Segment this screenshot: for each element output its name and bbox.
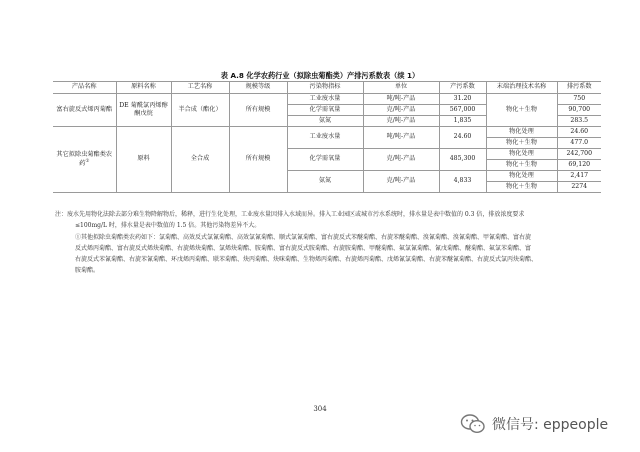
pollutant: 化学需氧量 [287, 149, 363, 171]
note-line: 右旋反式苯氰菊酯、右旋苯氰菊酯、环戊烯丙菊酯、联苯菊酯、炔丙菊酯、炔咪菊酯、生物烯丙菊酯、右旋烯丙菊酯、戊烯氰氯菊酯、右旋苯醚氰菊酯、右旋反式氯丙炔菊酯、 [75, 256, 538, 264]
generation-coefficient: 31.20 [439, 94, 486, 105]
treatment-tech: 物化处理 [486, 149, 557, 160]
note-line: 注：废水先用物化法除去部分难生物降解物后，稀释，进行生化处理，工业废水量因排入水域而异。排入工业园区或城市污水系统时，排水量是表中数值的 0.3 倍，排放浓度要求 [55, 211, 525, 218]
discharge-coefficient: 2274 [557, 182, 601, 193]
discharge-coefficient: 242,700 [557, 149, 601, 160]
header-unit: 单位 [363, 82, 439, 94]
generation-coefficient: 1,835 [439, 116, 486, 127]
discharge-coefficient: 750 [557, 94, 601, 105]
note-line: ①其他拟除虫菊酯类农药如下：氯菊酯、高效反式氯氰菊酯、高效氯氰菊酯、顺式氯氰菊酯、富右旋反式苯醚菊酯、右旋苯醚菊酯、溴氰菊酯、溴氰菊酯、甲氰菊酯、富右旋 [75, 233, 532, 241]
note-line: 胺菊酯。 [75, 267, 100, 275]
treatment-tech: 物化＋生物 [486, 138, 557, 149]
generation-coefficient: 4,833 [439, 171, 486, 193]
treatment-tech: 物化处理 [486, 171, 557, 182]
discharge-coefficient: 69,120 [557, 160, 601, 171]
unit: 克/吨-产品 [363, 105, 439, 116]
discharge-coefficient: 2,417 [557, 171, 601, 182]
table-title: 表 A.8 化学农药行业（拟除虫菊酯类）产排污系数表（续 1） [220, 71, 420, 80]
product-name [53, 127, 116, 193]
generation-coefficient: 567,000 [439, 105, 486, 116]
header-treatment-tech: 末端治理技术名称 [486, 82, 557, 94]
table-notes [55, 209, 603, 277]
scale-level: 所有规模 [229, 127, 287, 193]
header-row [53, 82, 601, 94]
footnote-marker: ① [85, 158, 90, 164]
header-scale: 规模等级 [229, 82, 287, 94]
note-line: ≤100mg/L 时，排水量是表中数值的 1.5 倍。其他污染物差异不大。 [75, 222, 261, 230]
unit: 克/吨-产品 [363, 171, 439, 193]
page-number: 304 [313, 405, 327, 413]
header-discharge-coefficient: 排污系数 [557, 82, 601, 94]
header-process: 工艺名称 [171, 82, 229, 94]
wechat-icon [460, 413, 486, 435]
treatment-tech: 物化＋生物 [486, 182, 557, 193]
product-name: 富右旋反式烯丙菊酯 [53, 94, 116, 127]
material-name: 原料 [116, 127, 171, 193]
process-name: 半合成（酯化） [171, 94, 229, 127]
unit: 吨/吨-产品 [363, 127, 439, 149]
treatment-tech: 物化处理 [486, 127, 557, 138]
discharge-coefficient: 477.0 [557, 138, 601, 149]
product-name-text: 其它拟除虫菊酯类农药 [56, 151, 113, 168]
treatment-tech: 物化＋生物 [486, 94, 557, 127]
wechat-watermark [460, 412, 608, 436]
table-row [53, 127, 601, 138]
watermark-text: 微信号: eppeople [492, 417, 609, 433]
unit: 吨/吨-产品 [363, 94, 439, 105]
header-pollutant: 污染物指标 [287, 82, 363, 94]
pollutant: 氨氮 [287, 171, 363, 193]
unit: 克/吨-产品 [363, 116, 439, 127]
pollutant: 工业废水量 [287, 94, 363, 105]
material-name: DE 菊酰氯丙烯醇酮戊烷 [116, 94, 171, 127]
process-name: 全合成 [171, 127, 229, 193]
header-product: 产品名称 [53, 82, 116, 94]
discharge-coefficient: 24.60 [557, 127, 601, 138]
pollutant: 工业废水量 [287, 127, 363, 149]
discharge-coefficient: 90,700 [557, 105, 601, 116]
pollutant: 氨氮 [287, 116, 363, 127]
generation-coefficient: 485,300 [439, 149, 486, 171]
discharge-coefficient: 283.5 [557, 116, 601, 127]
header-material: 原料名称 [116, 82, 171, 94]
treatment-tech: 物化＋生物 [486, 160, 557, 171]
header-generation-coefficient: 产污系数 [439, 82, 486, 94]
table-row [53, 94, 601, 105]
generation-coefficient: 24.60 [439, 127, 486, 149]
emission-coefficient-table [53, 81, 601, 193]
note-line: 反式烯丙菊酯、富右旋反式烯炔菊酯、右旋烯炔菊酯、氯烯炔菊酯、胺菊酯、富右旋反式胺菊酯、右旋胺菊酯、甲醚菊酯、氟氯氰菊酯、氰戊菊酯、醚菊酯、氟氯苯菊酯、富 [75, 244, 532, 252]
scale-level: 所有规模 [229, 94, 287, 127]
pollutant: 化学需氧量 [287, 105, 363, 116]
unit: 克/吨-产品 [363, 149, 439, 171]
